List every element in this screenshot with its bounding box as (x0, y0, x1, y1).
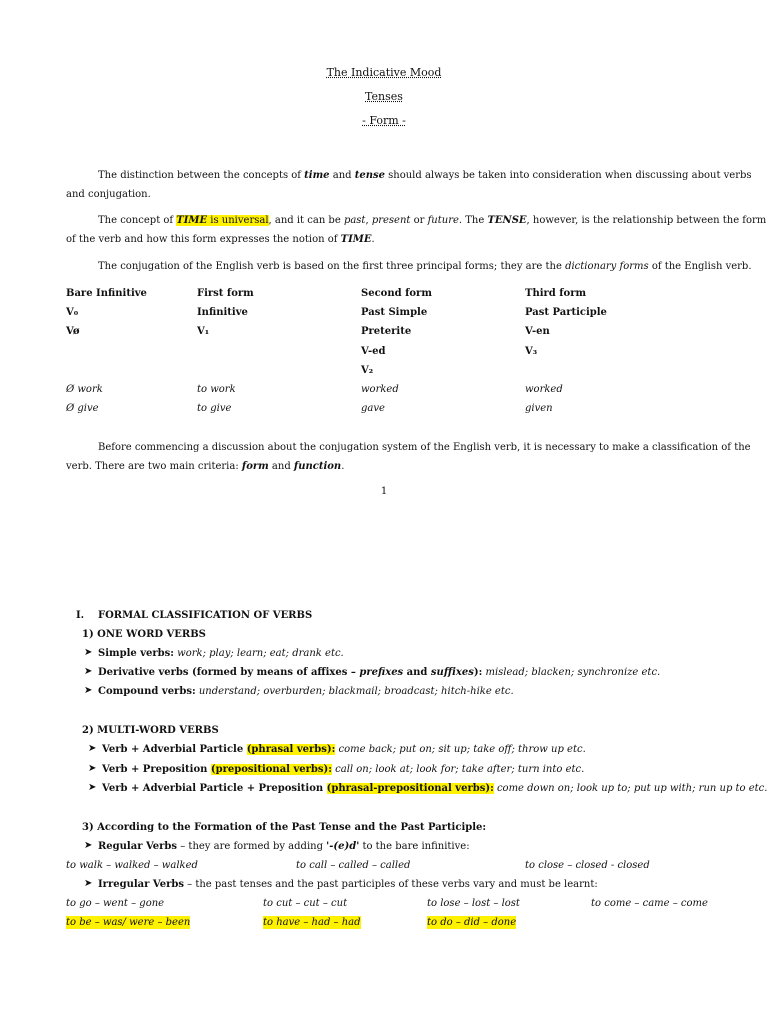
simple-verbs-item (98, 647, 344, 660)
emph-function: function (293, 461, 342, 472)
emph-form: form (241, 461, 269, 472)
arrow-bullet-icon: ➤ (88, 763, 97, 774)
example: given (525, 403, 553, 414)
examples: come down on; look up to; put up with; run up to etc. (493, 783, 768, 794)
arrow-bullet-icon: ➤ (84, 840, 93, 851)
example: gave (361, 403, 385, 414)
label: Irregular Verbs (98, 879, 184, 890)
page-title: The Indicative Mood (326, 66, 442, 79)
highlight: (prepositional verbs): (210, 764, 332, 775)
text: and (329, 170, 355, 181)
derivative-verbs-item (98, 666, 660, 679)
highlight: (phrasal-prepositional verbs): (326, 783, 494, 794)
emph-dictionary-forms: dictionary forms (565, 261, 649, 272)
phrasal-verbs-item (102, 743, 586, 756)
highlight-time: TIME (176, 215, 208, 226)
example: to give (197, 403, 232, 414)
irregular-example-highlighted: to have – had – had (263, 917, 361, 928)
emph-future: future (427, 215, 459, 226)
examples: mislead; blacken; synchronize etc. (482, 667, 661, 678)
text: The concept of (98, 215, 177, 226)
text: , (365, 215, 372, 226)
text: verb. There are two main criteria: (66, 461, 242, 472)
text: to the bare infinitive: (359, 841, 470, 852)
example: worked (525, 384, 563, 395)
regular-example: to call – called – called (296, 860, 411, 871)
cell: V-en (525, 326, 550, 337)
example: to work (197, 384, 236, 395)
emph-tense: TENSE (487, 215, 527, 226)
label: Verb + Adverbial Particle + Preposition (102, 783, 327, 794)
arrow-bullet-icon: ➤ (84, 878, 93, 889)
cell: V₁ (197, 326, 210, 337)
label: Derivative verbs (formed by means of affixes – (98, 667, 360, 678)
text: of the verb and how this form expresses the notion of (66, 234, 341, 245)
text: and (403, 667, 431, 678)
text: , however, is the relationship between the form (526, 215, 767, 226)
regular-example: to walk – walked – walked (66, 860, 198, 871)
subsection-formation: 3) According to the Formation of the Past Tense and the Past Participle: (82, 822, 487, 833)
paragraph-3 (98, 260, 752, 273)
col-head: First form (197, 288, 254, 299)
example: Ø give (66, 403, 99, 414)
arrow-bullet-icon: ➤ (84, 647, 93, 658)
emph-past: past (343, 215, 366, 226)
cell: V₂ (361, 365, 374, 376)
text: The distinction between the concepts of (98, 170, 305, 181)
examples: understand; overburden; blackmail; broadcast; hitch-hike etc. (195, 686, 514, 697)
irregular-example: to go – went – gone (66, 898, 165, 909)
col-head: Second form (361, 288, 432, 299)
irregular-example: to lose – lost – lost (427, 898, 520, 909)
col-head: Bare Infinitive (66, 288, 147, 299)
text: , and it can be (268, 215, 344, 226)
example: worked (361, 384, 399, 395)
section-title: FORMAL CLASSIFICATION OF VERBS (98, 610, 313, 621)
emph-suffix: '-(e)d' (326, 841, 360, 852)
phrasal-prepositional-verbs-item (102, 782, 767, 795)
page-number: 1 (380, 486, 388, 497)
highlight: (phrasal verbs): (246, 744, 336, 755)
paragraph-4-line-2 (66, 460, 344, 473)
text: ): (473, 667, 483, 678)
emph-prefixes: prefixes (359, 667, 404, 678)
cell: V₀ (66, 307, 79, 318)
cell: Infinitive (197, 307, 248, 318)
label: Simple verbs: (98, 648, 174, 659)
text: of the English verb. (648, 261, 752, 272)
text: – the past tenses and the past participles of these verbs vary and must be learnt: (183, 879, 598, 890)
cell: Preterite (361, 326, 412, 337)
page-subtitle: Tenses (365, 90, 403, 103)
label: Verb + Adverbial Particle (102, 744, 247, 755)
emph-tense: tense (354, 170, 385, 181)
examples: call on; look at; look for; take after; turn into etc. (331, 764, 585, 775)
highlight-universal: is universal (207, 215, 269, 226)
cell: Past Simple (361, 307, 428, 318)
text: – they are formed by adding (177, 841, 327, 852)
label: Verb + Preposition (102, 764, 211, 775)
cell: V-ed (361, 346, 386, 357)
irregular-example-highlighted: to be – was/ were – been (66, 917, 191, 928)
cell: V₃ (525, 346, 538, 357)
irregular-example: to come – came – come (591, 898, 708, 909)
example: Ø work (66, 384, 103, 395)
label: Compound verbs: (98, 686, 196, 697)
paragraph-1-line-1 (98, 169, 752, 182)
label: Regular Verbs (98, 841, 178, 852)
regular-verbs-item (98, 840, 470, 853)
irregular-example-highlighted: to do – did – done (427, 917, 517, 928)
prepositional-verbs-item (102, 763, 584, 776)
regular-example: to close – closed - closed (525, 860, 650, 871)
subsection-multi-word: 2) MULTI-WORD VERBS (82, 725, 219, 736)
irregular-verbs-item (98, 878, 598, 891)
text: The conjugation of the English verb is based on the first three principal forms; they are the (98, 261, 566, 272)
cell: Vø (66, 326, 80, 337)
arrow-bullet-icon: ➤ (88, 743, 97, 754)
text: or (410, 215, 428, 226)
text: and (268, 461, 294, 472)
emph-time: time (304, 170, 330, 181)
paragraph-2-line-1 (98, 214, 766, 227)
emph-suffixes: suffixes (430, 667, 474, 678)
text: . (341, 461, 345, 472)
arrow-bullet-icon: ➤ (84, 666, 93, 677)
section-numeral: I. (76, 610, 85, 621)
cell: Past Participle (525, 307, 607, 318)
paragraph-1-line-2: and conjugation. (66, 189, 151, 200)
arrow-bullet-icon: ➤ (84, 685, 93, 696)
subsection-one-word: 1) ONE WORD VERBS (82, 629, 206, 640)
arrow-bullet-icon: ➤ (88, 782, 97, 793)
examples: come back; put on; sit up; take off; throw up etc. (335, 744, 586, 755)
compound-verbs-item (98, 685, 514, 698)
text: . (371, 234, 375, 245)
examples: work; play; learn; eat; drank etc. (174, 648, 344, 659)
section-heading: - Form - (362, 114, 406, 127)
emph-present: present (371, 215, 411, 226)
irregular-example: to cut – cut – cut (263, 898, 348, 909)
emph-time: TIME (340, 234, 372, 245)
paragraph-4-line-1: Before commencing a discussion about the conjugation system of the English verb, it is necessary to make a classification of the (98, 442, 751, 453)
text: . The (458, 215, 488, 226)
paragraph-2-line-2 (66, 233, 375, 246)
col-head: Third form (525, 288, 587, 299)
text: should always be taken into consideration when discussing about verbs (384, 170, 752, 181)
